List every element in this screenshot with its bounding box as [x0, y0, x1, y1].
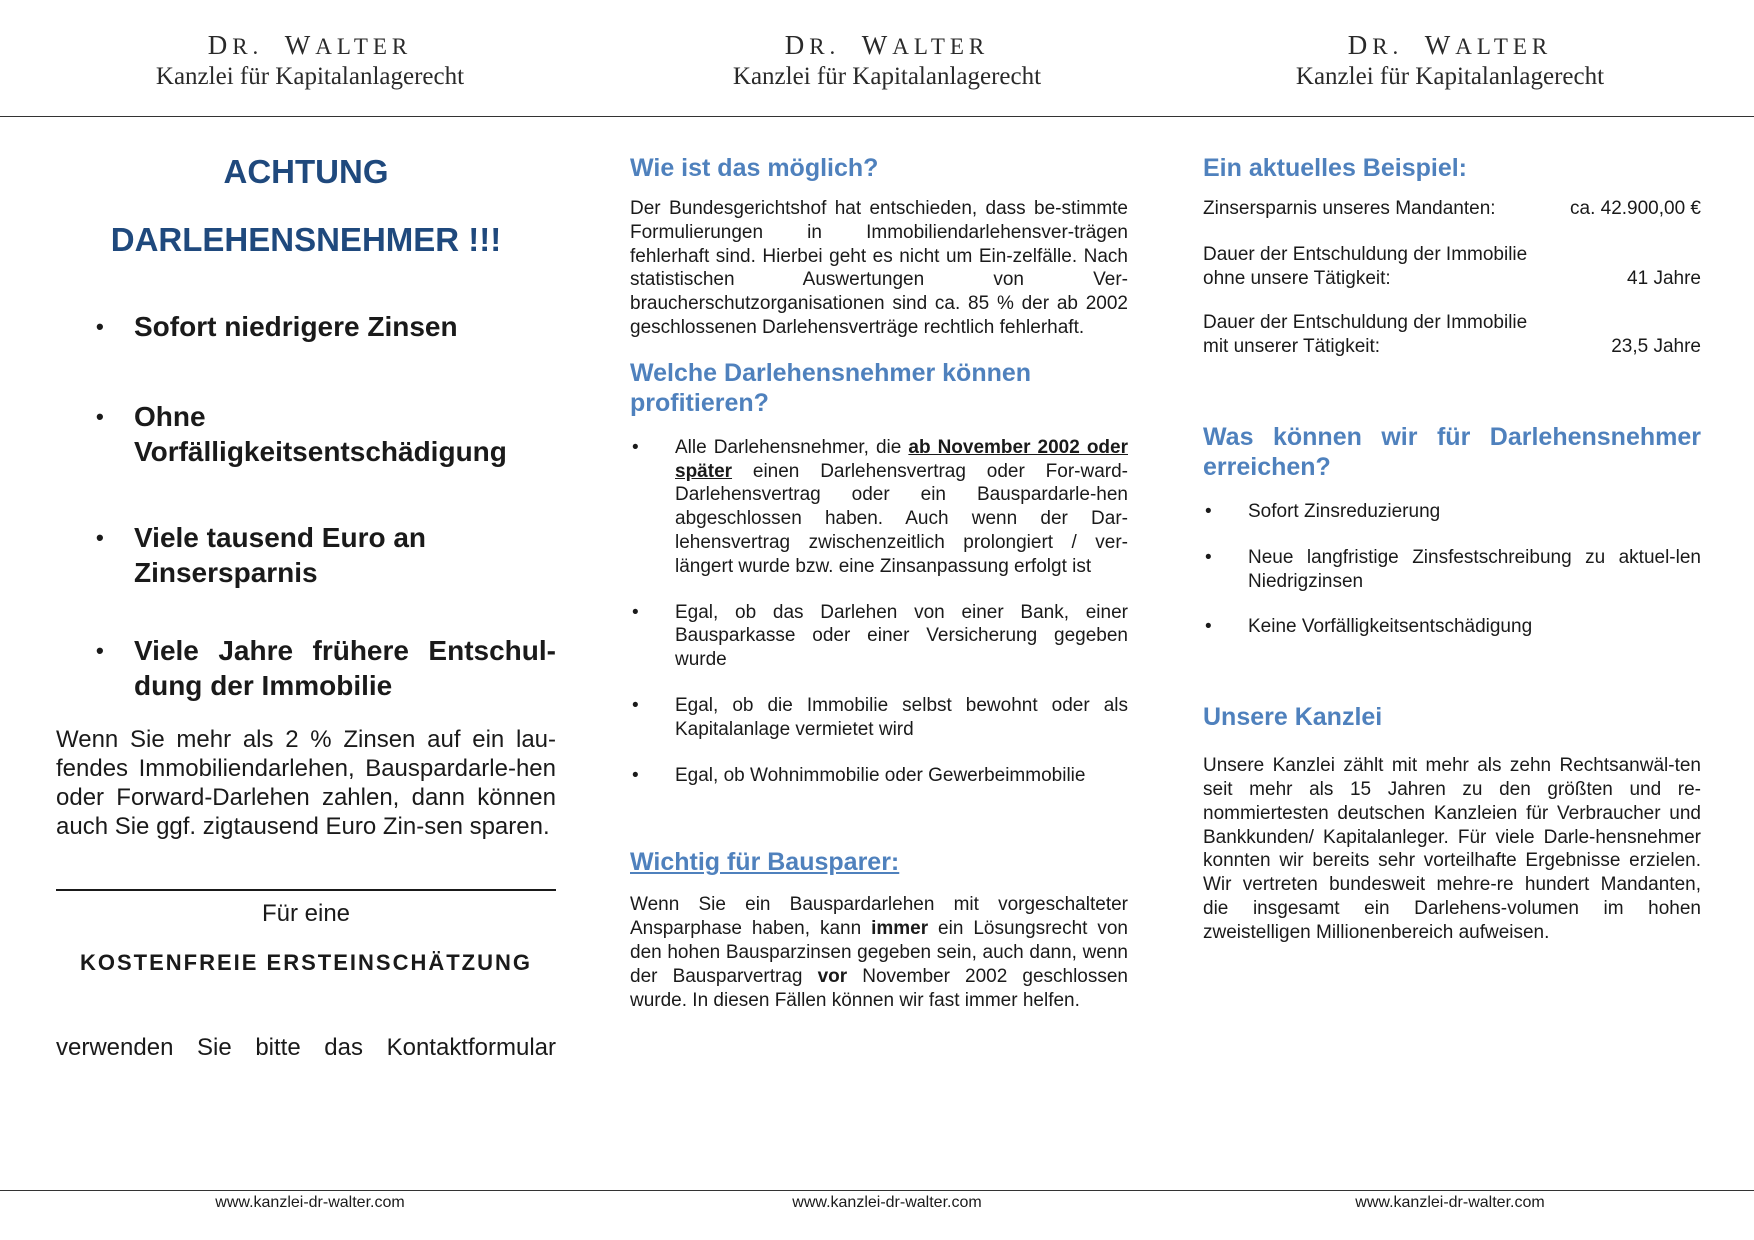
heading-beispiel: Ein aktuelles Beispiel:: [1203, 154, 1467, 182]
column-right: [1203, 140, 1701, 945]
cta-pre: Für eine: [261, 900, 351, 927]
list-item: • Egal, ob das Darlehen von einer Bank, einer Bausparkasse oder einer Versicherung gegeben wurde: [632, 601, 1128, 671]
footer-url-left: www.kanzlei-dr-walter.com: [215, 1194, 405, 1211]
column-left: [56, 140, 556, 1062]
cta-divider: [56, 889, 556, 891]
firm-subtitle: Kanzlei für Kapitalanlagerecht: [1295, 63, 1605, 90]
firm-name: DR. WALTER: [207, 30, 413, 60]
headline-darlehensnehmer: DARLEHENSNEHMER !!!: [110, 221, 502, 258]
firm-subtitle: Kanzlei für Kapitalanlagerecht: [732, 63, 1042, 90]
footer-rule: [0, 1190, 1754, 1191]
intro-paragraph: Wenn Sie mehr als 2 % Zinsen auf ein lau-fendes Immobiliendarlehen, Bauspardarle-hen oder Forward-Darlehen zahlen, dann können auch Sie ggf. zigtausend Euro Zin-sen sparen.: [56, 726, 556, 840]
benefit-item: • Viele Jahre frühere Entschul-dung der Immobilie: [96, 635, 556, 701]
firm-name: DR. WALTER: [784, 30, 990, 60]
benefit-item: • Viele tausend Euro an Zinsersparnis: [96, 522, 427, 588]
letterhead-left: [110, 30, 510, 92]
firm-subtitle: Kanzlei für Kapitalanlagerecht: [155, 63, 465, 90]
list-item: • Neue langfristige Zinsfestschreibung zu aktuel-len Niedrigzinsen: [1205, 546, 1701, 592]
highlight-date: ab November 2002 oder später: [675, 436, 1128, 482]
header-rule: [0, 116, 1754, 117]
benefit-item: • Sofort niedrigere Zinsen: [96, 311, 458, 342]
paragraph-bgh: Der Bundesgerichtshof hat entschieden, dass be-stimmte Formulierungen in Immobiliendarlehensver-trägen fehlerhaft sind. Hierbei geht es nicht um Ein-zelfälle. Nach statistischen Auswertungen von Ver-braucherschutzorganisationen sind ca. 85 % der ab 2002 geschlossenen Darlehensverträge rechtlich fehlerhaft.: [630, 198, 1128, 338]
heading-wie-moeglich: Wie ist das möglich?: [630, 154, 879, 182]
example-row-with: Dauer der Entschuldung der Immobilie mit unserer Tätigkeit: 23,5 Jahre: [1203, 312, 1701, 358]
firm-name: DR. WALTER: [1347, 30, 1553, 60]
list-item: • Egal, ob Wohnimmobilie oder Gewerbeimmobilie: [632, 764, 1086, 786]
headline-achtung: ACHTUNG: [223, 153, 389, 190]
duration-with-value: 23,5 Jahre: [1611, 336, 1701, 358]
example-row-savings: Zinsersparnis unseres Mandanten: ca. 42.900,00 €: [1203, 198, 1701, 219]
heading-was-koennen-wir: Was können wir für Darlehensnehmer erreichen?: [1203, 422, 1701, 481]
paragraph-bausparer: Wenn Sie ein Bauspardarlehen mit vorgeschalteter Ansparphase haben, kann immer ein Lösungsrecht von den hohen Bausparzinsen gegeben sein, auch dann, wenn der Bausparvertrag vor November 2002 geschlossen wurde. In diesen Fällen können wir fast immer helfen.: [630, 894, 1129, 1011]
letterhead-middle: [687, 30, 1087, 92]
footer-url-right: www.kanzlei-dr-walter.com: [1355, 1194, 1545, 1211]
footer-url-middle: www.kanzlei-dr-walter.com: [792, 1194, 982, 1211]
list-item: • Egal, ob die Immobilie selbst bewohnt oder als Kapitalanlage vermietet wird: [632, 694, 1128, 740]
heading-welche-darlehensnehmer: Welche Darlehensnehmer können profitieren?: [630, 358, 1032, 417]
list-item: • Keine Vorfälligkeitsentschädigung: [1205, 616, 1533, 638]
list-item: • Sofort Zinsreduzierung: [1205, 500, 1441, 522]
savings-value: ca. 42.900,00 €: [1570, 198, 1701, 219]
paragraph-kanzlei: Unsere Kanzlei zählt mit mehr als zehn Rechtsanwäl-ten seit mehr als 15 Jahren zu den größten und re-nommiertesten deutschen Kanzleien für Verbraucher und Bankkunden/ Kapitalanleger. Für viele Darle-hensnehmer konnten wir bereits sehr vorteilhafte Ergebnisse erzielen. Wir vertreten bundesweit mehre-re hundert Mandanten, die insgesamt ein Darlehens-volumen im hohen zweistelligen Millionenbereich aufweisen.: [1203, 755, 1701, 943]
heading-unsere-kanzlei: Unsere Kanzlei: [1203, 703, 1383, 732]
heading-wichtig-bausparer: Wichtig für Bausparer:: [630, 848, 900, 877]
letterhead-right: [1250, 30, 1650, 92]
duration-without-value: 41 Jahre: [1627, 267, 1701, 289]
cta-post: verwenden Sie bitte das Kontaktformular: [56, 1034, 556, 1061]
cta-headline: KOSTENFREIE ERSTEINSCHÄTZUNG: [79, 950, 533, 975]
benefit-item: • Ohne Vorfälligkeitsentschädigung: [96, 401, 507, 467]
example-row-without: Dauer der Entschuldung der Immobilie ohne unsere Tätigkeit: 41 Jahre: [1203, 243, 1701, 289]
column-middle: [630, 140, 1128, 1012]
list-item: • Alle Darlehensnehmer, die ab November 2002 oder später einen Darlehensvertrag oder For-ward-Darlehensvertrag oder ein Bauspardarle-hen abgeschlossen haben. Auch wenn der Dar-lehensvertrag zwischenzeitlich prolongiert / ver-längert wurde bzw. eine Zinsanpassung erfolgt ist: [632, 436, 1128, 577]
